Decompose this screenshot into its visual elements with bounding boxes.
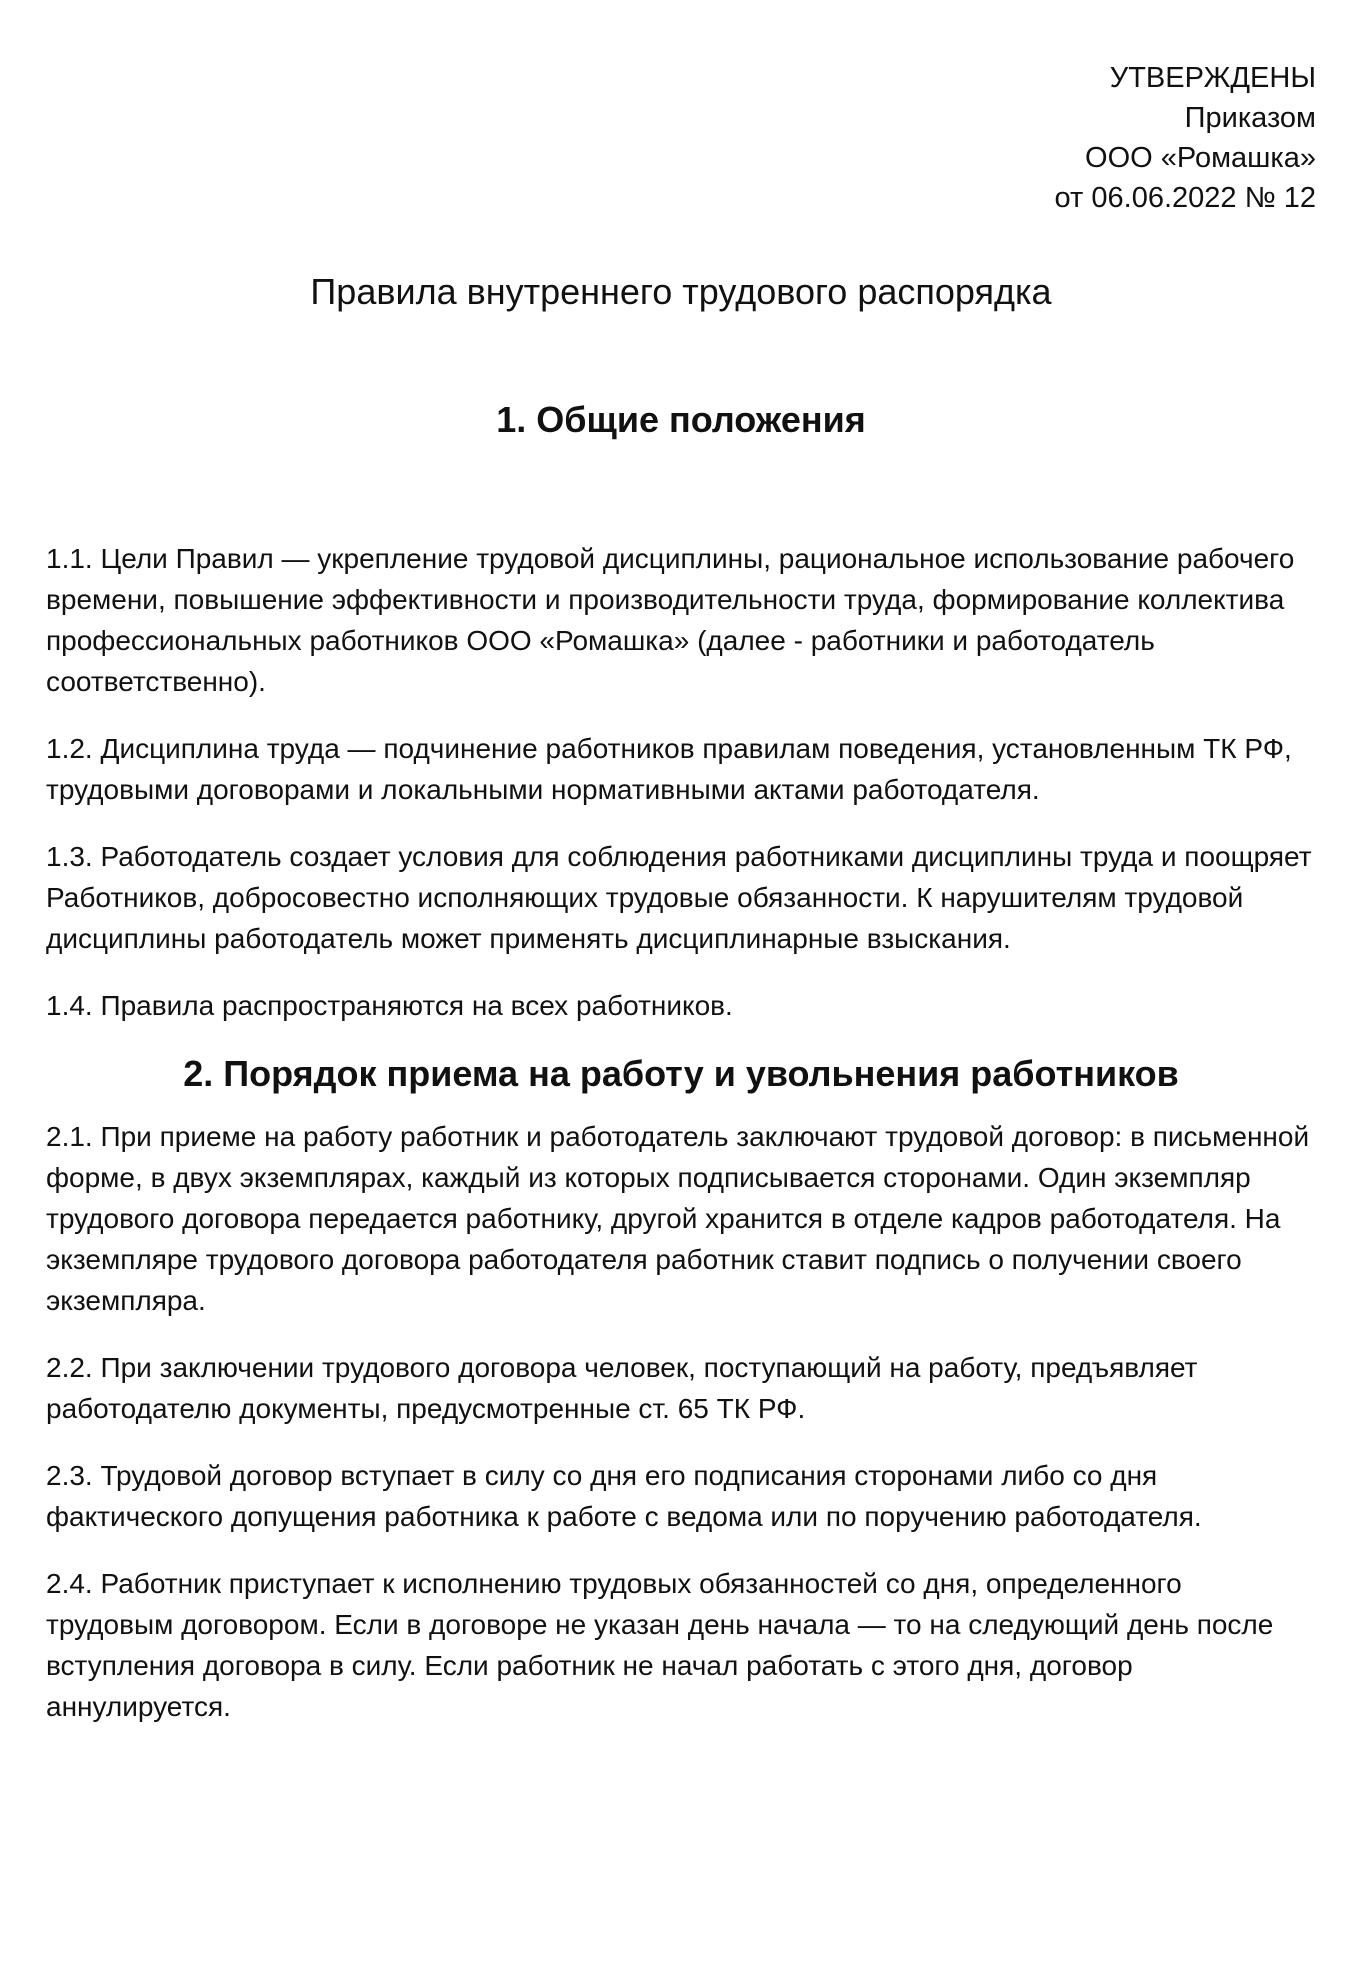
paragraph-2-3: 2.3. Трудовой договор вступает в силу со дня его подписания сторонами либо со дня фактического допущения работника к работе с ведома или по поручению работодателя. xyxy=(46,1460,1202,1532)
document-page xyxy=(46,58,1316,1753)
paragraph-1-3: 1.3. Работодатель создает условия для соблюдения работниками дисциплины труда и поощряет Работников, добросовестно исполняющих трудовые обязанности. К нарушителям трудовой дисциплины работодатель может применять дисциплинарные взыскания. xyxy=(46,841,1312,954)
section-heading-general: 1. Общие положения xyxy=(496,399,866,440)
paragraph-1-1: 1.1. Цели Правил — укрепление трудовой дисциплины, рациональное использование рабочего времени, повышение эффективности и производительности труда, формирование коллектива профессиональных работников ООО «Ромашка» (далее - работники и работодатель соответственно). xyxy=(46,543,1295,697)
section-heading-hiring: 2. Порядок приема на работу и увольнения работников xyxy=(183,1053,1179,1094)
approval-status: УТВЕРЖДЕНЫ xyxy=(1109,62,1316,94)
approval-order: Приказом xyxy=(1184,102,1316,134)
paragraph-1-2: 1.2. Дисциплина труда — подчинение работников правилам поведения, установленным ТК РФ, трудовыми договорами и локальными нормативными актами работодателя. xyxy=(46,733,1292,805)
paragraph-2-2: 2.2. При заключении трудового договора человек, поступающий на работу, предъявляет работодателю документы, предусмотренные ст. 65 ТК РФ. xyxy=(46,1352,1198,1424)
document-title: Правила внутреннего трудового распорядка xyxy=(310,271,1052,312)
paragraph-2-4: 2.4. Работник приступает к исполнению трудовых обязанностей со дня, определенного трудовым договором. Если в договоре не указан день начала — то на следующий день после вступления договора в силу. Если работник не начал работать с этого дня, договор аннулируется. xyxy=(46,1568,1274,1722)
paragraph-1-4: 1.4. Правила распространяются на всех работников. xyxy=(46,990,733,1021)
paragraph-2-1: 2.1. При приеме на работу работник и работодатель заключают трудовой договор: в письменной форме, в двух экземплярах, каждый из которых подписывается сторонами. Один экземпляр трудового договора передается работнику, другой хранится в отделе кадров работодателя. На экземпляре трудового договора работодателя работник ставит подпись о получении своего экземпляра. xyxy=(46,1121,1310,1316)
approval-company: ООО «Ромашка» xyxy=(1085,142,1316,174)
approval-date-number: от 06.06.2022 № 12 xyxy=(1054,182,1316,214)
approval-block xyxy=(46,58,1316,218)
